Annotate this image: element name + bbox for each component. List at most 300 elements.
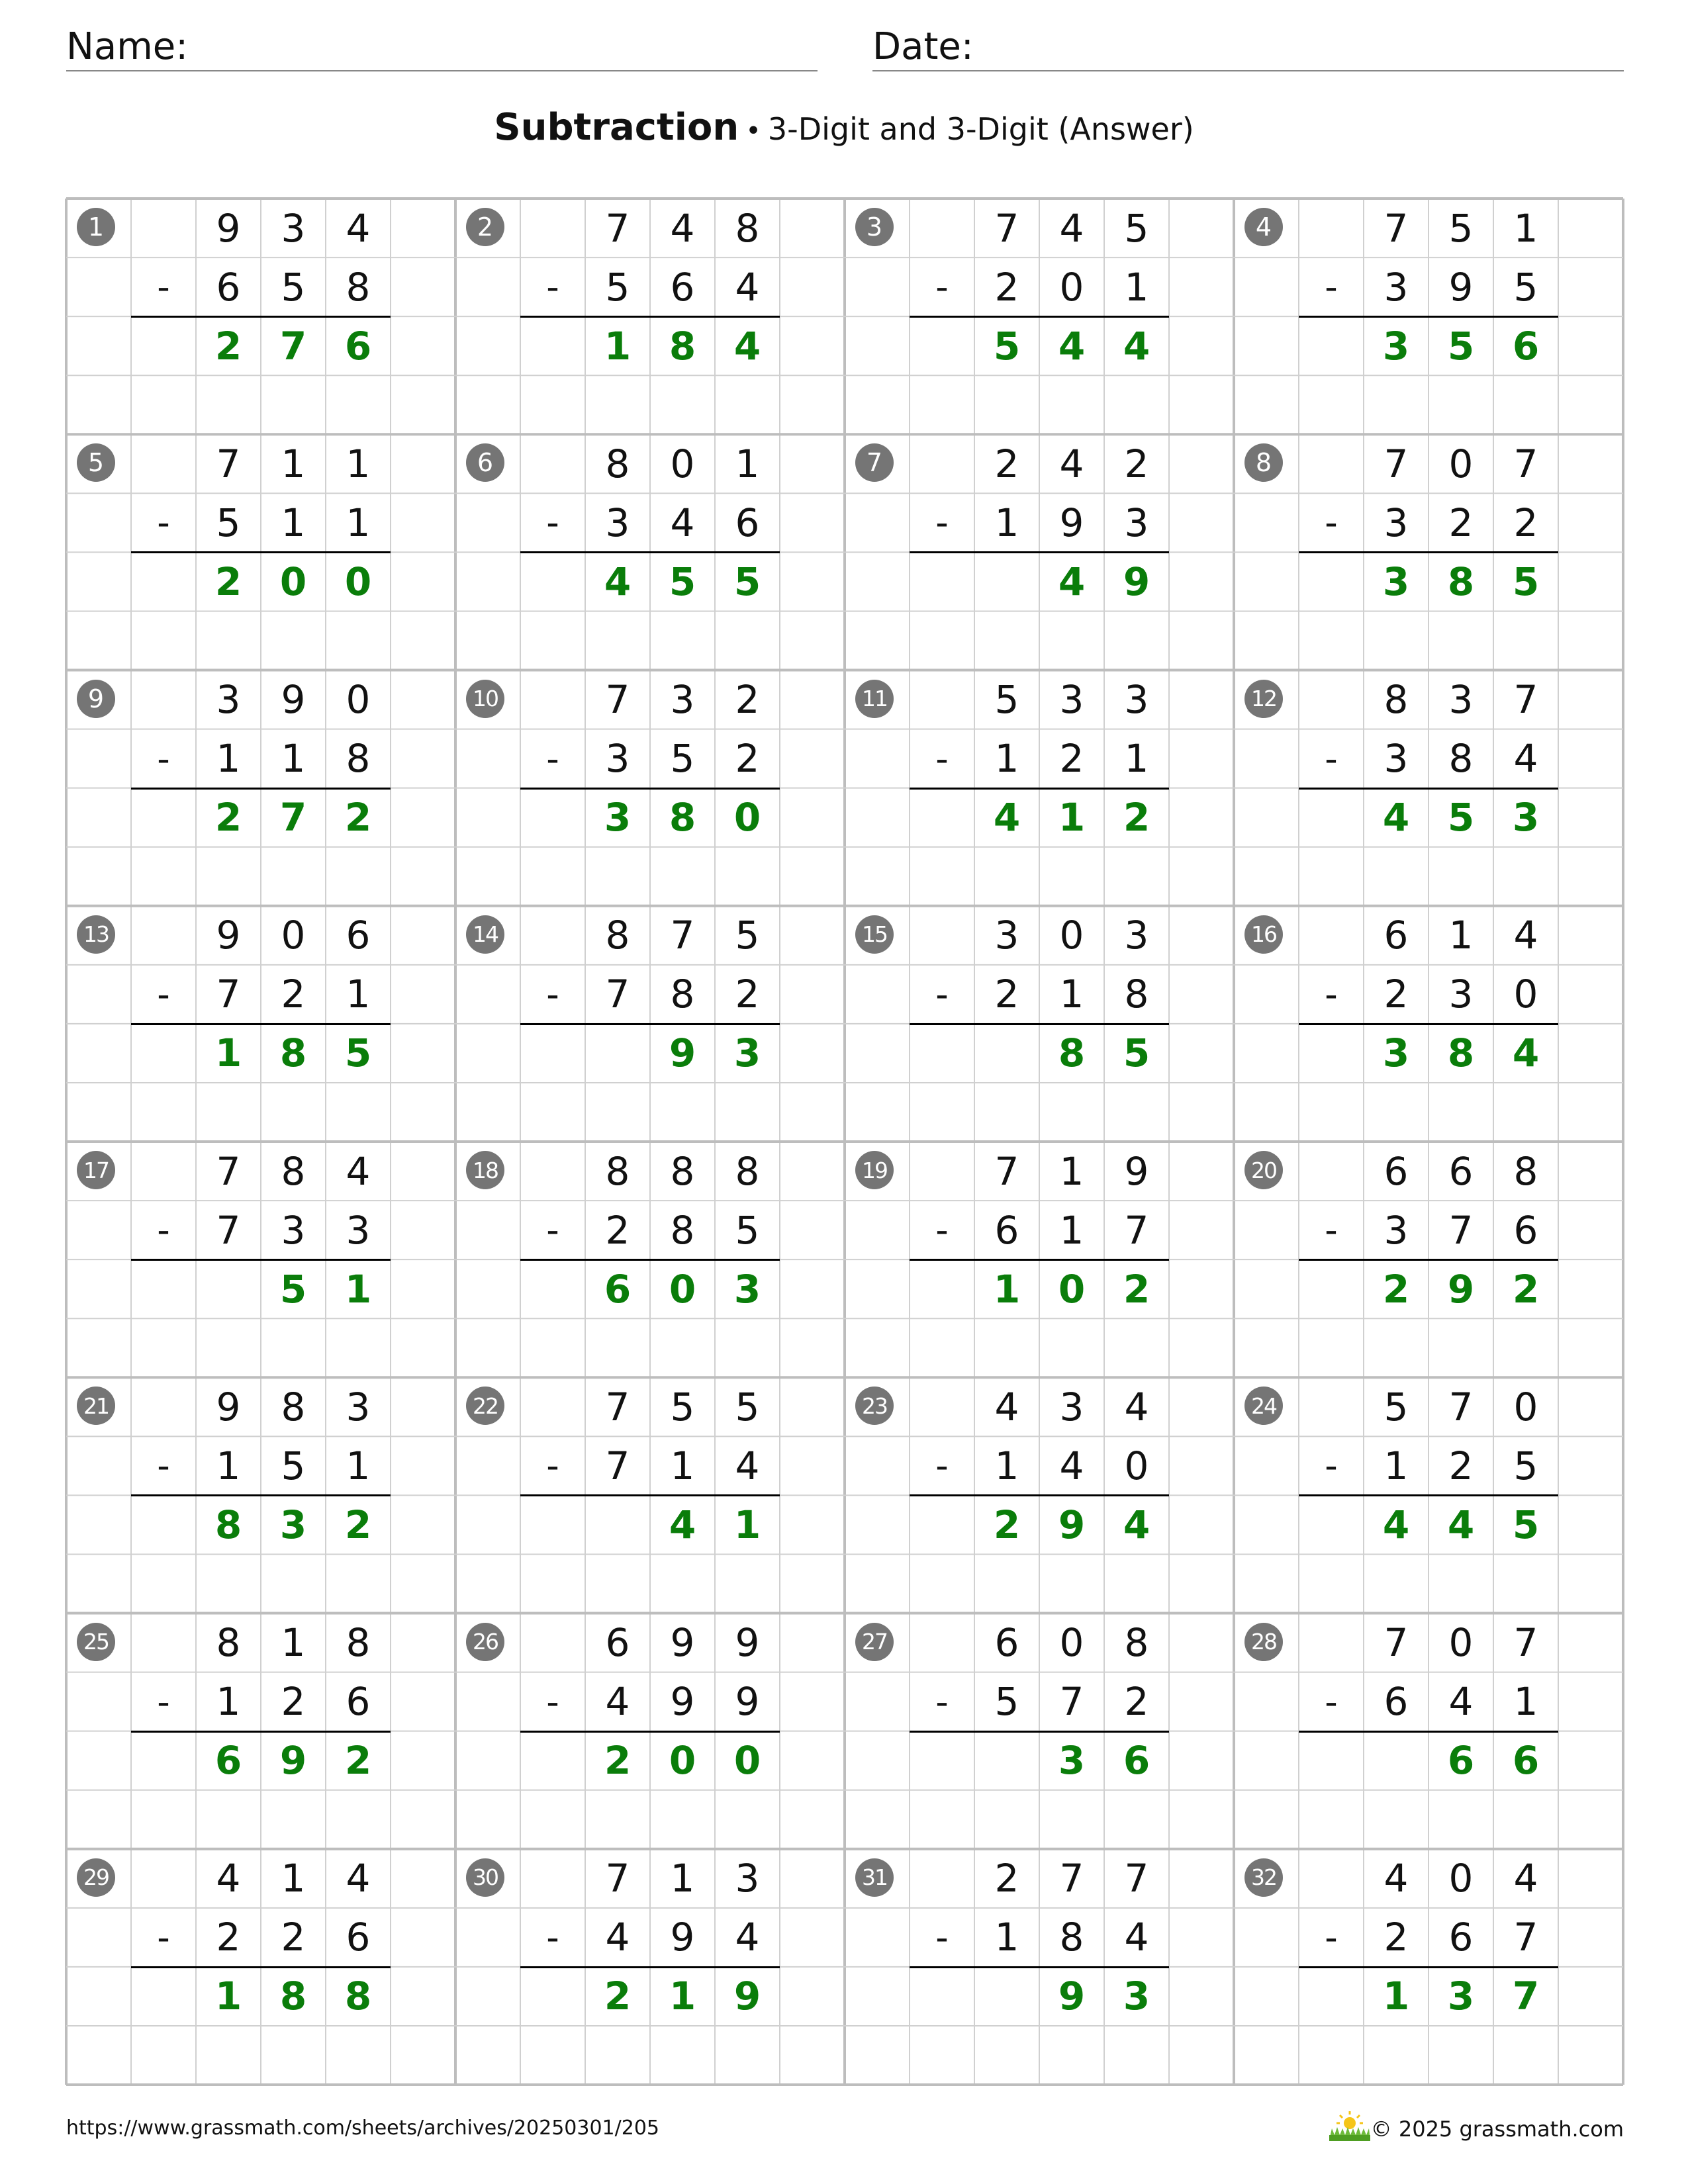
answer-digit: 3 (1382, 559, 1410, 604)
answer-digit: 2 (1382, 1266, 1410, 1312)
answer-line (131, 551, 391, 553)
minus-sign: - (1325, 1209, 1338, 1251)
subtrahend-digit: 4 (1124, 1915, 1149, 1960)
subtrahend-digit: 8 (1124, 972, 1149, 1017)
subtrahend-digit: 5 (735, 1207, 760, 1253)
minus-sign: - (157, 1680, 170, 1723)
answer-digit: 1 (993, 1266, 1021, 1312)
answer-line (910, 1259, 1169, 1261)
answer-digit: 3 (733, 1030, 761, 1076)
subtrahend-digit: 2 (1383, 972, 1409, 1017)
problem-number-badge: 29 (77, 1858, 115, 1897)
answer-digit: 1 (344, 1266, 372, 1312)
subtrahend-digit: 2 (1513, 500, 1538, 545)
answer-digit: 2 (344, 795, 372, 841)
subtrahend-digit: 8 (346, 264, 371, 310)
subtrahend-digit: 8 (1059, 1915, 1084, 1960)
answer-digit: 1 (604, 323, 632, 369)
answer-line (910, 788, 1169, 790)
subtrahend-digit: 6 (735, 500, 760, 545)
answer-digit: 4 (993, 795, 1021, 841)
minus-sign: - (546, 1916, 559, 1958)
minuend-digit: 2 (994, 1856, 1019, 1901)
subtrahend-digit: 5 (994, 1679, 1019, 1725)
minuend-digit: 0 (1059, 913, 1084, 958)
subtrahend-digit: 4 (605, 1915, 630, 1960)
subtrahend-digit: 8 (670, 1207, 695, 1253)
minuend-digit: 5 (670, 1384, 695, 1430)
subtrahend-digit: 5 (670, 736, 695, 782)
answer-line (131, 1259, 391, 1261)
problem-number-badge: 11 (855, 680, 894, 718)
subtrahend-digit: 3 (1448, 972, 1474, 1017)
answer-digit: 5 (279, 1266, 307, 1312)
answer-digit: 2 (214, 795, 242, 841)
subtrahend-digit: 3 (605, 736, 630, 782)
minus-sign: - (935, 1445, 949, 1487)
minuend-digit: 3 (994, 913, 1019, 958)
answer-digit: 9 (1058, 1974, 1086, 2019)
subtrahend-digit: 1 (346, 1443, 371, 1488)
answer-digit: 8 (669, 795, 696, 841)
subtrahend-digit: 0 (1513, 972, 1538, 1017)
minuend-digit: 7 (994, 205, 1019, 251)
problem-number-badge: 25 (77, 1623, 115, 1661)
subtrahend-digit: 1 (1513, 1679, 1538, 1725)
minuend-digit: 9 (216, 913, 241, 958)
subtrahend-digit: 5 (281, 264, 306, 310)
subtrahend-digit: 9 (670, 1915, 695, 1960)
problem-number-badge: 13 (77, 915, 115, 954)
minuend-digit: 7 (1124, 1856, 1149, 1901)
minuend-digit: 4 (1383, 1856, 1409, 1901)
subtrahend-digit: 3 (1383, 1207, 1409, 1253)
subtrahend-digit: 1 (216, 1443, 241, 1488)
subtrahend-digit: 1 (994, 500, 1019, 545)
problem-number-badge: 32 (1244, 1858, 1283, 1897)
answer-digit: 9 (1447, 1266, 1475, 1312)
subtrahend-digit: 9 (735, 1679, 760, 1725)
subtrahend-digit: 6 (346, 1679, 371, 1725)
problem-number-badge: 27 (855, 1623, 894, 1661)
minus-sign: - (157, 1916, 170, 1958)
minuend-digit: 6 (994, 1620, 1019, 1666)
answer-digit: 3 (1382, 323, 1410, 369)
problem-number-badge: 8 (1244, 443, 1283, 482)
minuend-digit: 7 (1513, 677, 1538, 723)
minuend-digit: 6 (1383, 913, 1409, 958)
minuend-digit: 4 (994, 1384, 1019, 1430)
answer-digit: 4 (1058, 323, 1086, 369)
minuend-digit: 3 (1059, 1384, 1084, 1430)
answer-digit: 9 (279, 1738, 307, 1784)
answer-digit: 4 (733, 323, 761, 369)
problem-number-badge: 9 (77, 680, 115, 718)
answer-digit: 9 (1123, 559, 1150, 604)
problem-number-badge: 18 (466, 1151, 504, 1189)
minuend-digit: 5 (1448, 205, 1474, 251)
problem-number-badge: 23 (855, 1387, 894, 1425)
minuend-digit: 7 (216, 1148, 241, 1194)
minuend-digit: 8 (1383, 677, 1409, 723)
answer-digit: 5 (1123, 1030, 1150, 1076)
minuend-digit: 8 (1513, 1148, 1538, 1194)
answer-digit: 2 (214, 323, 242, 369)
minuend-digit: 1 (281, 1620, 306, 1666)
minus-sign: - (1325, 737, 1338, 780)
minus-sign: - (1325, 973, 1338, 1015)
minuend-digit: 1 (281, 1856, 306, 1901)
minuend-digit: 7 (1448, 1384, 1474, 1430)
answer-digit: 3 (1382, 1030, 1410, 1076)
title-separator: • (745, 116, 761, 146)
subtrahend-digit: 6 (1513, 1207, 1538, 1253)
answer-digit: 5 (669, 559, 696, 604)
minuend-digit: 9 (735, 1620, 760, 1666)
answer-digit: 6 (1123, 1738, 1150, 1784)
minuend-digit: 8 (735, 205, 760, 251)
answer-line (520, 1731, 780, 1733)
subtrahend-digit: 2 (281, 972, 306, 1017)
minuend-digit: 6 (1448, 1148, 1474, 1194)
subtrahend-digit: 2 (994, 972, 1019, 1017)
minus-sign: - (1325, 1916, 1338, 1958)
grassmath-logo-icon (1328, 2109, 1372, 2142)
answer-line (520, 551, 780, 553)
minus-sign: - (935, 502, 949, 544)
answer-line (520, 316, 780, 318)
minus-sign: - (546, 1445, 559, 1487)
answer-digit: 6 (344, 323, 372, 369)
answer-digit: 8 (1447, 559, 1475, 604)
answer-digit: 1 (1382, 1974, 1410, 2019)
minuend-digit: 1 (670, 1856, 695, 1901)
subtrahend-digit: 1 (1124, 736, 1149, 782)
subtrahend-digit: 2 (735, 736, 760, 782)
minus-sign: - (546, 266, 559, 308)
minuend-digit: 6 (1383, 1148, 1409, 1194)
minuend-digit: 5 (994, 677, 1019, 723)
subtrahend-digit: 2 (1124, 1679, 1149, 1725)
subtrahend-digit: 1 (1059, 1207, 1084, 1253)
answer-digit: 4 (1123, 323, 1150, 369)
subtrahend-digit: 1 (346, 972, 371, 1017)
subtrahend-digit: 8 (1448, 736, 1474, 782)
answer-digit: 1 (733, 1502, 761, 1547)
minuend-digit: 7 (670, 913, 695, 958)
answer-digit: 3 (279, 1502, 307, 1547)
minuend-digit: 1 (735, 441, 760, 486)
problem-number-badge: 12 (1244, 680, 1283, 718)
subtrahend-digit: 9 (670, 1679, 695, 1725)
minuend-digit: 0 (1059, 1620, 1084, 1666)
minus-sign: - (1325, 1445, 1338, 1487)
subtrahend-digit: 6 (670, 264, 695, 310)
minuend-digit: 1 (346, 441, 371, 486)
subtrahend-digit: 4 (1059, 1443, 1084, 1488)
minuend-digit: 3 (1124, 913, 1149, 958)
answer-digit: 5 (1447, 795, 1475, 841)
answer-line (1299, 316, 1558, 318)
minuend-digit: 9 (281, 677, 306, 723)
answer-digit: 6 (1512, 1738, 1540, 1784)
answer-line (520, 1966, 780, 1968)
answer-digit: 4 (1512, 1030, 1540, 1076)
subtrahend-digit: 1 (1124, 264, 1149, 310)
answer-digit: 8 (279, 1974, 307, 2019)
subtrahend-digit: 3 (605, 500, 630, 545)
answer-line (1299, 788, 1558, 790)
minuend-digit: 7 (605, 1384, 630, 1430)
title-subtitle: 3-Digit and 3-Digit (Answer) (767, 111, 1194, 147)
answer-digit: 8 (344, 1974, 372, 2019)
minuend-digit: 5 (1383, 1384, 1409, 1430)
footer-url[interactable]: https://www.grassmath.com/sheets/archives/20250301/205 (66, 2116, 660, 2140)
minuend-digit: 9 (1124, 1148, 1149, 1194)
problem-number-badge: 2 (466, 208, 504, 246)
problem-number-badge: 7 (855, 443, 894, 482)
minus-sign: - (1325, 1680, 1338, 1723)
answer-line (910, 1494, 1169, 1496)
answer-digit: 3 (604, 795, 632, 841)
problem-number-badge: 21 (77, 1387, 115, 1425)
subtrahend-digit: 8 (670, 972, 695, 1017)
answer-digit: 0 (1058, 1266, 1086, 1312)
minus-sign: - (157, 266, 170, 308)
answer-line (910, 1731, 1169, 1733)
answer-digit: 2 (1123, 1266, 1150, 1312)
minuend-digit: 3 (346, 1384, 371, 1430)
answer-digit: 2 (344, 1738, 372, 1784)
minuend-digit: 8 (281, 1148, 306, 1194)
minuend-digit: 7 (994, 1148, 1019, 1194)
title-main: Subtraction (494, 106, 739, 149)
minuend-digit: 6 (605, 1620, 630, 1666)
answer-digit: 6 (1512, 323, 1540, 369)
minus-sign: - (546, 1680, 559, 1723)
answer-digit: 9 (669, 1030, 696, 1076)
subtrahend-digit: 3 (1383, 264, 1409, 310)
minuend-digit: 8 (605, 913, 630, 958)
minuend-digit: 4 (1124, 1384, 1149, 1430)
minuend-digit: 3 (670, 677, 695, 723)
subtrahend-digit: 6 (1383, 1679, 1409, 1725)
minus-sign: - (1325, 266, 1338, 308)
subtrahend-digit: 0 (1124, 1443, 1149, 1488)
answer-line (1299, 1023, 1558, 1025)
minuend-digit: 4 (346, 1148, 371, 1194)
minuend-digit: 7 (605, 205, 630, 251)
minus-sign: - (157, 1445, 170, 1487)
answer-digit: 5 (733, 559, 761, 604)
subtrahend-digit: 4 (605, 1679, 630, 1725)
minuend-digit: 0 (281, 913, 306, 958)
minuend-digit: 8 (735, 1148, 760, 1194)
subtrahend-digit: 3 (281, 1207, 306, 1253)
minus-sign: - (935, 973, 949, 1015)
minuend-digit: 1 (281, 441, 306, 486)
answer-line (520, 1494, 780, 1496)
minus-sign: - (935, 737, 949, 780)
minuend-digit: 4 (1059, 441, 1084, 486)
answer-digit: 2 (1123, 795, 1150, 841)
subtrahend-digit: 1 (994, 736, 1019, 782)
subtrahend-digit: 7 (1124, 1207, 1149, 1253)
problem-number-badge: 19 (855, 1151, 894, 1189)
minuend-digit: 0 (1448, 1856, 1474, 1901)
subtrahend-digit: 7 (216, 1207, 241, 1253)
minuend-digit: 1 (1448, 913, 1474, 958)
answer-digit: 5 (993, 323, 1021, 369)
answer-digit: 6 (214, 1738, 242, 1784)
answer-line (910, 1966, 1169, 1968)
minuend-digit: 7 (216, 441, 241, 486)
subtrahend-digit: 1 (1383, 1443, 1409, 1488)
answer-digit: 1 (214, 1030, 242, 1076)
minuend-digit: 1 (1513, 205, 1538, 251)
subtrahend-digit: 5 (605, 264, 630, 310)
name-label: Name: (66, 25, 189, 68)
subtrahend-digit: 9 (1059, 500, 1084, 545)
answer-digit: 0 (669, 1738, 696, 1784)
answer-line (131, 1966, 391, 1968)
answer-line (1299, 1259, 1558, 1261)
minuend-digit: 2 (994, 441, 1019, 486)
minuend-digit: 4 (670, 205, 695, 251)
problem-number-badge: 20 (1244, 1151, 1283, 1189)
minuend-digit: 4 (1513, 1856, 1538, 1901)
answer-digit: 9 (733, 1974, 761, 2019)
minuend-digit: 2 (1124, 441, 1149, 486)
subtrahend-digit: 2 (1383, 1915, 1409, 1960)
minuend-digit: 3 (1124, 677, 1149, 723)
subtrahend-digit: 7 (216, 972, 241, 1017)
minuend-digit: 9 (216, 1384, 241, 1430)
answer-line (520, 1023, 780, 1025)
problem-number-badge: 22 (466, 1387, 504, 1425)
minuend-digit: 7 (1513, 441, 1538, 486)
minuend-digit: 7 (1383, 441, 1409, 486)
answer-digit: 5 (1512, 1502, 1540, 1547)
subtrahend-digit: 7 (605, 1443, 630, 1488)
minuend-digit: 4 (216, 1856, 241, 1901)
subtrahend-digit: 5 (1513, 1443, 1538, 1488)
subtrahend-digit: 4 (735, 264, 760, 310)
minuend-digit: 9 (670, 1620, 695, 1666)
minuend-digit: 3 (281, 205, 306, 251)
answer-digit: 7 (279, 323, 307, 369)
answer-digit: 6 (604, 1266, 632, 1312)
minuend-digit: 5 (1124, 205, 1149, 251)
minuend-digit: 7 (1059, 1856, 1084, 1901)
answer-digit: 2 (1512, 1266, 1540, 1312)
problem-number-badge: 30 (466, 1858, 504, 1897)
answer-digit: 0 (733, 795, 761, 841)
subtrahend-digit: 6 (1448, 1915, 1474, 1960)
problem-number-badge: 26 (466, 1623, 504, 1661)
subtrahend-digit: 2 (1448, 1443, 1474, 1488)
answer-line (131, 1731, 391, 1733)
answer-digit: 2 (604, 1974, 632, 2019)
answer-digit: 3 (733, 1266, 761, 1312)
minuend-digit: 8 (216, 1620, 241, 1666)
answer-digit: 8 (1447, 1030, 1475, 1076)
answer-digit: 4 (1123, 1502, 1150, 1547)
answer-line (131, 788, 391, 790)
answer-digit: 5 (1447, 323, 1475, 369)
minuend-digit: 8 (605, 1148, 630, 1194)
answer-line (520, 1259, 780, 1261)
answer-digit: 4 (669, 1502, 696, 1547)
problem-number-badge: 4 (1244, 208, 1283, 246)
minuend-digit: 6 (346, 913, 371, 958)
minus-sign: - (935, 1209, 949, 1251)
subtrahend-digit: 2 (735, 972, 760, 1017)
subtrahend-digit: 4 (735, 1915, 760, 1960)
subtrahend-digit: 7 (605, 972, 630, 1017)
minuend-digit: 0 (670, 441, 695, 486)
answer-digit: 4 (1382, 795, 1410, 841)
minus-sign: - (157, 1209, 170, 1251)
minuend-digit: 4 (1513, 913, 1538, 958)
minuend-digit: 5 (735, 913, 760, 958)
subtrahend-digit: 3 (1383, 736, 1409, 782)
minuend-digit: 7 (1383, 205, 1409, 251)
date-label: Date: (872, 25, 974, 68)
answer-line (910, 1023, 1169, 1025)
minuend-digit: 0 (1448, 441, 1474, 486)
subtrahend-digit: 1 (281, 736, 306, 782)
answer-digit: 4 (1058, 559, 1086, 604)
answer-line (1299, 1494, 1558, 1496)
minus-sign: - (1325, 502, 1338, 544)
subtrahend-digit: 1 (281, 500, 306, 545)
answer-digit: 3 (1447, 1974, 1475, 2019)
minuend-digit: 8 (346, 1620, 371, 1666)
answer-digit: 2 (604, 1738, 632, 1784)
minuend-digit: 4 (1059, 205, 1084, 251)
subtrahend-digit: 7 (1059, 1679, 1084, 1725)
answer-digit: 1 (1058, 795, 1086, 841)
subtrahend-digit: 2 (216, 1915, 241, 1960)
answer-line (131, 316, 391, 318)
subtrahend-digit: 5 (216, 500, 241, 545)
minuend-digit: 0 (1448, 1620, 1474, 1666)
answer-line (1299, 1731, 1558, 1733)
answer-line (131, 1023, 391, 1025)
answer-digit: 4 (604, 559, 632, 604)
minus-sign: - (935, 1916, 949, 1958)
subtrahend-digit: 2 (1059, 736, 1084, 782)
answer-digit: 2 (214, 559, 242, 604)
subtrahend-digit: 7 (1513, 1915, 1538, 1960)
answer-digit: 7 (1512, 1974, 1540, 2019)
minuend-digit: 8 (1124, 1620, 1149, 1666)
answer-digit: 0 (669, 1266, 696, 1312)
subtrahend-digit: 8 (346, 736, 371, 782)
subtrahend-digit: 9 (1448, 264, 1474, 310)
answer-digit: 3 (1058, 1738, 1086, 1784)
minuend-digit: 7 (605, 1856, 630, 1901)
problem-number-badge: 15 (855, 915, 894, 954)
answer-digit: 2 (993, 1502, 1021, 1547)
minus-sign: - (546, 737, 559, 780)
problem-number-badge: 16 (1244, 915, 1283, 954)
problem-number-badge: 3 (855, 208, 894, 246)
answer-digit: 3 (1512, 795, 1540, 841)
problem-number-badge: 24 (1244, 1387, 1283, 1425)
subtrahend-digit: 4 (1513, 736, 1538, 782)
